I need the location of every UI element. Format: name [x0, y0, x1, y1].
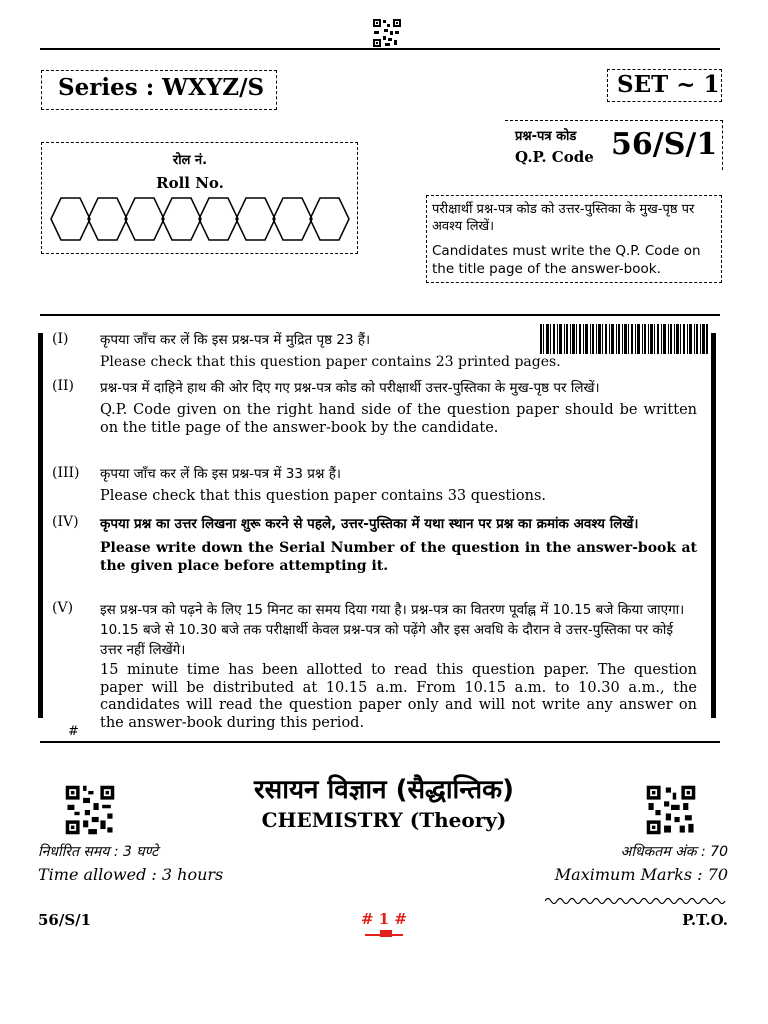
- left-qr-code: [64, 784, 116, 836]
- instructions-right-bar: [711, 333, 716, 718]
- instruction-number: (V): [52, 600, 74, 616]
- roll-label-english: Roll No.: [156, 174, 224, 192]
- instruction-number: (IV): [52, 514, 79, 530]
- qp-code-label-hindi: प्रश्न-पत्र कोड: [515, 129, 577, 144]
- instruction-item-3: [52, 465, 697, 505]
- instruction-item-5: [52, 600, 697, 732]
- instructions-bottom-rule: [40, 741, 720, 743]
- time-allowed-english: Time allowed : 3 hours: [38, 865, 224, 884]
- instruction-hindi: कृपया प्रश्न का उत्तर लिखना शुरू करने से पहले, उत्तर-पुस्तिका में यथा स्थान पर प्रश्न का क्रमांक अवश्य लिखें।: [100, 516, 639, 532]
- instruction-number: (II): [52, 378, 74, 394]
- instruction-english: 15 minute time has been allotted to read this question paper. The question paper will be distributed at 10.15 a.m. From 10.15 a.m. to 10.30 a.m., the candidates will read the question paper only and will not write any answer on the answer-book during this period.: [100, 662, 697, 731]
- roll-number-hexagon-cells[interactable]: [50, 196, 352, 242]
- instruction-english: Please write down the Serial Number of the question in the answer-book at the given place before attempting it.: [100, 540, 697, 574]
- subject-title-english: CHEMISTRY (Theory): [261, 808, 507, 832]
- instruction-hindi: प्रश्न-पत्र में दाहिने हाथ की ओर दिए गए प्रश्न-पत्र कोड को परीक्षार्थी उत्तर-पुस्तिका के मुख-पृष्ठ पर लिखें।: [100, 380, 600, 396]
- instruction-hindi: कृपया जाँच कर लें कि इस प्रश्न-पत्र में 33 प्रश्न हैं।: [100, 466, 342, 482]
- page-number: # 1 #: [360, 910, 408, 928]
- hash-mark: #: [68, 724, 79, 739]
- footer-qp-code: 56/S/1: [38, 911, 92, 929]
- instruction-english: Q.P. Code given on the right hand side of the question paper should be written on the title page of the answer-book by the candidate.: [100, 402, 697, 436]
- maximum-marks-english: Maximum Marks : 70: [554, 865, 728, 884]
- candidate-note-english: Candidates must write the Q.P. Code on the title page of the answer-book.: [432, 243, 701, 277]
- instruction-english: Please check that this question paper contains 23 printed pages.: [100, 354, 561, 370]
- right-qr-code: [645, 784, 697, 836]
- pto-label: P.T.O.: [682, 911, 728, 929]
- candidate-note-hindi: परीक्षार्थी प्रश्न-पत्र कोड को उत्तर-पुस्तिका के मुख-पृष्ठ पर अवश्य लिखें।: [432, 202, 695, 234]
- instructions-top-rule: [40, 314, 720, 316]
- series-label: Series : WXYZ/S: [58, 74, 265, 101]
- instructions-left-bar: [38, 333, 43, 718]
- instruction-item-2: [52, 378, 697, 458]
- instruction-hindi: इस प्रश्न-पत्र को पढ़ने के लिए 15 मिनट का समय दिया गया है। प्रश्न-पत्र का वितरण पूर्वाह्न में 10.15 बजे किया जाएगा। 10.15 बजे से 10.30 बजे तक परीक्षार्थी केवल प्रश्न-पत्र को पढ़ेंगे और इस अवधि के दौरान वे उत्तर-पुस्तिका पर कोई उत्तर नहीं लिखेंगे।: [100, 602, 685, 658]
- qp-code-label-english: Q.P. Code: [515, 148, 594, 166]
- time-allowed-hindi: निर्धारित समय : 3 घण्टे: [38, 844, 159, 860]
- top-qr-code: [372, 18, 402, 48]
- instruction-number: (I): [52, 331, 69, 347]
- instruction-hindi: कृपया जाँच कर लें कि इस प्रश्न-पत्र में मुद्रित पृष्ठ 23 हैं।: [100, 332, 371, 348]
- top-rule: [40, 48, 720, 50]
- set-label: SET ~ 1: [617, 71, 720, 98]
- roll-label-hindi: रोल नं.: [172, 153, 208, 168]
- qp-code-value: 56/S/1: [611, 127, 718, 162]
- wavy-line-decoration: [545, 896, 727, 906]
- instruction-item-1: [52, 331, 697, 371]
- instruction-english: Please check that this question paper contains 33 questions.: [100, 488, 546, 504]
- subject-title-hindi: रसायन विज्ञान (सैद्धान्तिक): [254, 775, 514, 805]
- page-number-red-mark: [380, 930, 392, 937]
- instruction-item-4: [52, 514, 697, 594]
- maximum-marks-hindi: अधिकतम अंक : 70: [620, 844, 728, 860]
- instruction-number: (III): [52, 465, 80, 481]
